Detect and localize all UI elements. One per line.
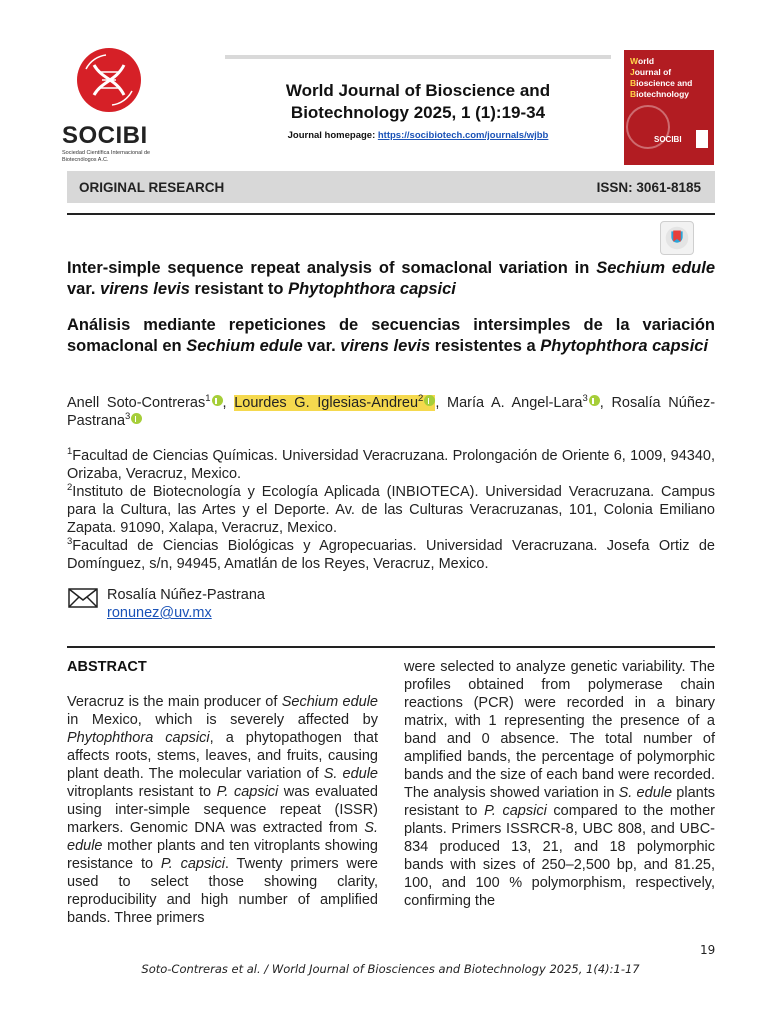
abstract-text-continued: were selected to analyze genetic variability. The profiles obtained from polymerase chain reactions (PCR) were recorded in a binary matrix, with 1 representing the presence of a band and 0 absence. The total number of amplified bands, the percentage of polymorphic bands and the size of each band were recorded. The analysis showed variation in S. edule plants resistant to P. capsici compared to the mother plants. Primers ISSRCR-8, UBC 808, and UBC-834 produced 13, 21, and 18 polymorphic bands with sizes of 250–2,500 bp, and 81.25, 100, and 100 % polymorphism, respectively, confirming the	[404, 659, 715, 909]
top-rule	[225, 55, 611, 59]
cover-brand: SOCIBI	[654, 135, 682, 144]
orcid-icon[interactable]	[424, 395, 435, 406]
orcid-icon[interactable]	[212, 395, 223, 406]
homepage-link[interactable]: https://socibiotech.com/journals/wjbb	[377, 130, 549, 141]
affiliations	[67, 447, 715, 573]
affiliation: $^3$Facultad de Ciencias Biológicas y Agropecuarias. Universidad Veracruzana. Josefa Ortiz de Domínguez, s/n, 94945, Amatlán de los Reyes, Veracruz, Mexico.	[67, 536, 715, 572]
author: Anell Soto-Contreras$^1$	[67, 395, 223, 411]
section-bar	[67, 171, 715, 203]
abstract-divider	[67, 646, 715, 648]
author: María A. Angel-Lara$^3$	[447, 395, 600, 411]
author-highlighted: Lourdes G. Iglesias-Andreu$^2$	[234, 395, 435, 411]
issn: ISSN: 3061-8185	[596, 179, 701, 195]
journal-title-line2: Biotechnology 2025, 1 (1):19-34	[290, 103, 546, 122]
page-number: 19	[700, 943, 716, 957]
cover-title: World Journal of Bioscience and Biotechnology	[630, 56, 693, 99]
running-footer: Soto-Contreras et al. / World Journal of Biosciences and Biotechnology 2025, 1(4):1-17	[141, 962, 640, 976]
journal-homepage	[225, 130, 611, 141]
author-list: Anell Soto-Contreras$^1$ , Lourdes G. Iglesias-Andreu$^2$ , María A. Angel-Lara$^3$ , Rosalía Núñez-Pastrana$^3$	[67, 393, 716, 429]
journal-title-line1: World Journal of Bioscience and	[285, 81, 551, 100]
orcid-icon[interactable]	[589, 395, 600, 406]
abstract-right-column	[404, 658, 715, 910]
header-divider	[67, 213, 715, 215]
cover-qr-icon	[696, 130, 708, 148]
corresponding-email-link[interactable]: ronunez@uv.mx	[107, 605, 212, 621]
abstract-heading: ABSTRACT	[67, 659, 147, 675]
abstract-left-column	[67, 658, 378, 927]
envelope-icon	[68, 588, 98, 608]
article-title-spanish: Análisis mediante repeticiones de secuencias intersimples de la variación somaclonal en Sechium edule var. virens levis resistentes a Phytophthora capsici	[67, 316, 715, 355]
journal-cover	[624, 50, 714, 165]
abstract-text: Veracruz is the main producer of Sechium edule in Mexico, which is severely affected by Phytophthora capsici, a phytopathogen that affects roots, stems, leaves, and fruits, causing plant death. The molecular variation of S. edule vitroplants resistant to P. capsici was evaluated using inter-simple sequence repeat (ISSR) markers. Genomic DNA was extracted from S. edule mother plants and ten vitroplants showing resistance to P. capsici. Twenty primers were used to select those showing clarity, reproducibility and high number of amplified bands. Three primers	[67, 694, 378, 926]
article-type: ORIGINAL RESEARCH	[79, 179, 225, 195]
logo-subtitle: Sociedad Científica Internacional de Biotecnólogos A.C.	[62, 150, 151, 163]
journal-title	[225, 80, 611, 124]
crossmark-bookmark-icon[interactable]	[660, 221, 694, 255]
orcid-icon[interactable]	[131, 413, 142, 424]
socibi-dna-logo-icon	[76, 47, 142, 113]
article-title-english: Inter-simple sequence repeat analysis of somaclonal variation in Sechium edule var. virens levis resistant to Phytophthora capsici	[67, 259, 715, 298]
affiliation: $^2$Instituto de Biotecnología y Ecología Aplicada (INBIOTECA). Universidad Veracruzana. Campus para la Cultura, las Artes y el Deporte. Av. de las Culturas Veracruzanas, 101, Colonia Emiliano Zapata. 91090, Xalapa, Veracruz, Mexico.	[67, 482, 715, 536]
corresponding-author: Rosalía Núñez-Pastrana	[107, 587, 265, 603]
homepage-label: Journal homepage:	[287, 130, 378, 141]
author: Rosalía Núñez-Pastrana$^3$	[67, 395, 716, 429]
socibi-logo	[62, 47, 158, 164]
affiliation: $^1$Facultad de Ciencias Químicas. Universidad Veracruzana. Prolongación de Oriente 6, 1009, 94340, Orizaba, Veracruz, Mexico.	[67, 446, 715, 482]
logo-name: SOCIBI	[62, 122, 148, 149]
